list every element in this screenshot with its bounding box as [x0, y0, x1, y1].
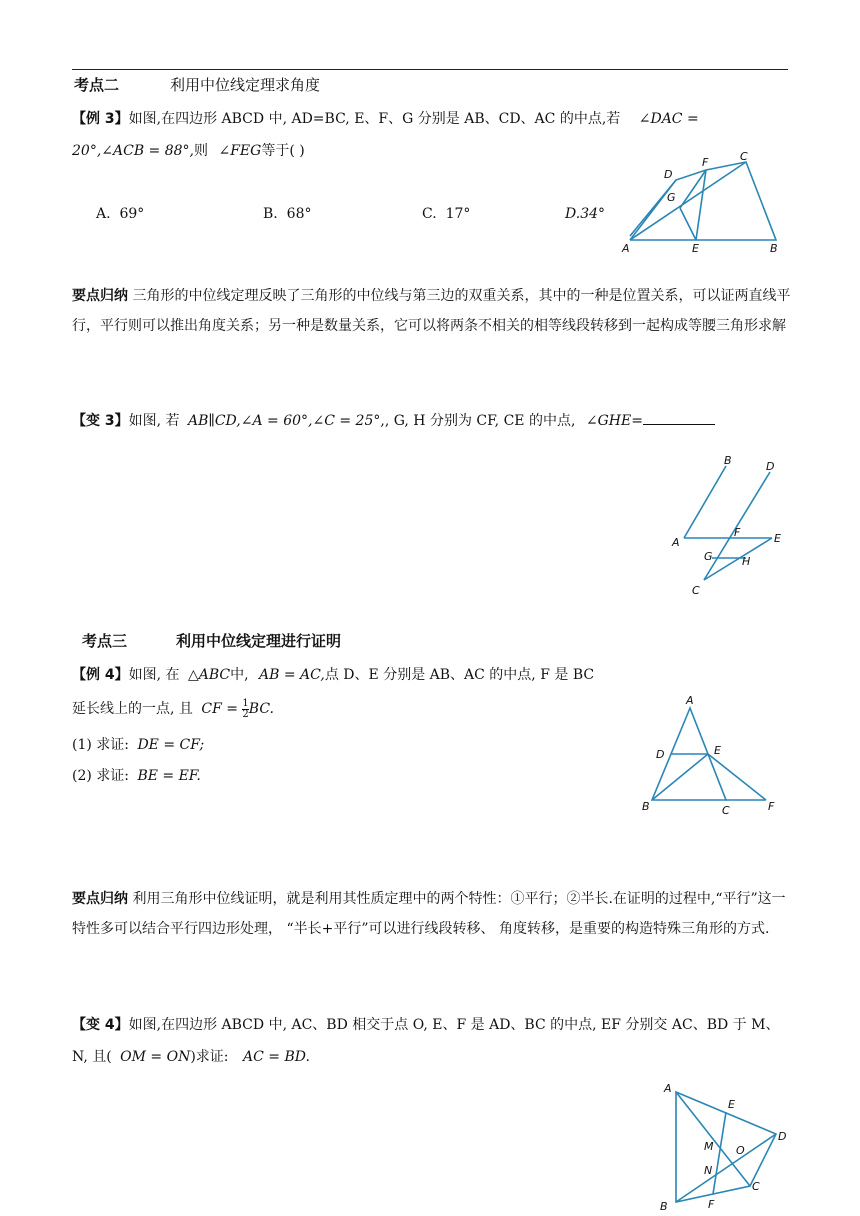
summary2-label: 要点归纳	[72, 891, 128, 907]
label-g2: G	[704, 550, 713, 563]
example4-line1	[72, 664, 594, 684]
label-h2: H	[742, 555, 751, 568]
option-b-value: 68°	[286, 206, 312, 222]
section3-title: 利用中位线定理进行证明	[176, 632, 342, 650]
label-c4: C	[752, 1180, 760, 1193]
variant3-math2: ∠GHE=	[585, 413, 643, 429]
summary1-text: 三角形的中位线定理反映了三角形的中位线与第三边的双重关系，其中的一种是位置关系，可以证两直线平行，平行则可以推出角度关系；另一种是数量关系，它可以将两条不相关的相等线段转移到一起构成等腰三角形求解	[72, 288, 791, 334]
variant3-answer-blank[interactable]	[643, 410, 715, 425]
example3-tag: 【例 3】	[72, 111, 129, 127]
variant4-line1	[72, 1014, 779, 1034]
variant4-math2: AC = BD.	[242, 1049, 310, 1065]
label-f2: F	[734, 526, 741, 539]
label-e3: E	[714, 744, 721, 757]
example4-q1	[72, 734, 204, 754]
example4-tag: 【例 4】	[72, 667, 129, 683]
option-d-label: D.	[565, 206, 581, 222]
example4-line2-math2: BC.	[248, 701, 275, 717]
label-o4: O	[736, 1144, 745, 1157]
example3-end: 等于( )	[261, 143, 305, 159]
variant4-text3: )求证:	[190, 1049, 229, 1065]
example3-text: 如图,在四边形 ABCD 中, AD=BC, E、F、G 分别是 AB、CD、AC 的中点,若	[128, 111, 621, 127]
example3-math1: ∠DAC =	[638, 111, 699, 127]
label-f3: F	[768, 800, 775, 813]
option-c-label: C.	[422, 206, 437, 222]
frac-num: 1	[242, 697, 249, 709]
example4-math2: AB = AC,	[259, 667, 325, 683]
example4-q2	[72, 765, 201, 785]
example3-math2: 20°,∠ACB = 88°,	[72, 143, 195, 159]
option-c-value: 17°	[445, 206, 471, 222]
top-rule	[72, 69, 788, 70]
option-a[interactable]	[96, 206, 144, 222]
label-n4: N	[704, 1164, 713, 1177]
example4-text3: 点 D、E 分别是 AB、AC 的中点, F 是 BC	[324, 667, 595, 683]
label-b3: B	[642, 800, 650, 813]
frac-den: 2	[242, 708, 249, 720]
label-f4: F	[708, 1198, 715, 1211]
variant4-tag: 【变 4】	[72, 1017, 129, 1033]
label-c2: C	[692, 584, 700, 597]
option-d[interactable]	[565, 206, 605, 222]
label-a3: A	[686, 694, 694, 707]
summary2-text: 利用三角形中位线证明，就是利用其性质定理中的两个特性：①平行；②半长.在证明的过程中,“平行”这一特性多可以结合平行四边形处理， “半长+平行”可以进行线段转移、 角度转移，是重要的构造特殊三角形的方式.	[72, 891, 786, 937]
label-d3: D	[656, 748, 665, 761]
section2-title: 利用中位线定理求角度	[170, 76, 321, 94]
summary1	[72, 281, 792, 341]
example4-math1: △ABC	[187, 667, 231, 683]
label-c: C	[740, 150, 748, 163]
label-m4: M	[704, 1140, 714, 1153]
label-c3: C	[722, 804, 730, 817]
variant3-text2: ,, G, H 分别为 CF, CE 的中点,	[380, 413, 576, 429]
figure-triangle-abc	[636, 692, 786, 822]
variant3-math1: AB∥CD,∠A = 60°,∠C = 25°	[187, 413, 381, 429]
label-f: F	[702, 156, 709, 169]
variant4-math1: OM = ON	[120, 1049, 191, 1065]
label-d4: D	[778, 1130, 787, 1143]
example3-line2	[72, 140, 305, 160]
option-b[interactable]	[263, 206, 311, 222]
example4-text2: 中,	[230, 667, 249, 683]
label-d2: D	[766, 460, 775, 473]
q2-label: (2) 求证:	[72, 768, 129, 784]
variant3-line	[72, 410, 715, 430]
label-b2: B	[724, 454, 732, 467]
example4-text1: 如图, 在	[128, 667, 180, 683]
label-a4: A	[664, 1082, 672, 1095]
q2-math: BE = EF.	[137, 768, 201, 784]
figure-quadrilateral-mn	[654, 1078, 804, 1214]
example3-text2: 则	[194, 143, 209, 159]
label-d: D	[664, 168, 673, 181]
figure-quadrilateral-abcd	[618, 148, 788, 258]
q1-math: DE = CF;	[137, 737, 205, 753]
option-d-value: 34°	[580, 206, 606, 222]
label-b4: B	[660, 1200, 668, 1213]
variant3-tag: 【变 3】	[72, 413, 129, 429]
summary1-label: 要点归纳	[72, 288, 128, 304]
summary2	[72, 884, 792, 944]
variant4-line2	[72, 1046, 310, 1066]
example4-line2-text: 延长线上的一点, 且	[72, 701, 193, 717]
q1-label: (1) 求证:	[72, 737, 129, 753]
section2-label: 考点二	[74, 76, 120, 94]
example4-line2	[72, 698, 274, 720]
option-c[interactable]	[422, 206, 470, 222]
figure-parallel-lines	[664, 450, 794, 600]
option-a-label: A.	[96, 206, 111, 222]
variant4-text2: N, 且(	[72, 1049, 112, 1065]
option-a-value: 69°	[119, 206, 145, 222]
label-a2: A	[672, 536, 680, 549]
label-g: G	[667, 191, 676, 204]
variant3-text1: 如图, 若	[128, 413, 180, 429]
option-b-label: B.	[263, 206, 278, 222]
label-b: B	[770, 242, 778, 255]
section3-label: 考点三	[82, 632, 128, 650]
example3-line1	[72, 108, 699, 128]
label-e4: E	[728, 1098, 735, 1111]
example4-line2-math: CF =	[201, 701, 238, 717]
variant4-text1: 如图,在四边形 ABCD 中, AC、BD 相交于点 O, E、F 是 AD、BC 的中点, EF 分别交 AC、BD 于 M、	[128, 1017, 780, 1033]
example3-math3: ∠FEG	[218, 143, 262, 159]
label-a: A	[622, 242, 630, 255]
label-e: E	[692, 242, 699, 255]
label-e2: E	[774, 532, 781, 545]
